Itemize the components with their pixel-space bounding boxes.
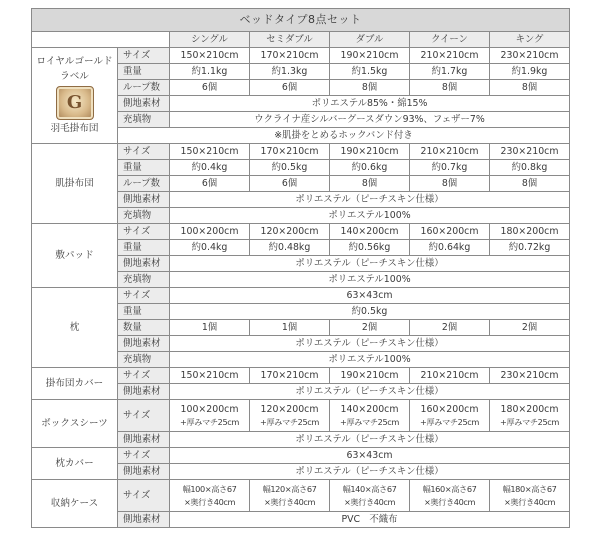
attr-label: 重量 <box>118 304 170 320</box>
value-cell: 約1.7kg <box>410 64 490 80</box>
value-cell: 2個 <box>410 320 490 336</box>
value-cell: 約1.1kg <box>170 64 250 80</box>
value-cell: 約0.8kg <box>490 160 570 176</box>
attr-label: サイズ <box>118 48 170 64</box>
attr-label: 重量 <box>118 240 170 256</box>
attr-label: 側地素材 <box>118 256 170 272</box>
size-header-double: ダブル <box>330 32 410 48</box>
royal-category-cell <box>32 48 118 144</box>
attr-label: 重量 <box>118 160 170 176</box>
value-cell: 約0.5kg <box>250 160 330 176</box>
value-cell: 190×210cm <box>330 368 410 384</box>
value-cell: 約1.5kg <box>330 64 410 80</box>
value-cell: 150×210cm <box>170 144 250 160</box>
attr-label: サイズ <box>118 224 170 240</box>
value-cell: 180×200cm +厚みマチ25cm <box>490 400 570 432</box>
value-cell: 8個 <box>490 80 570 96</box>
attr-label: 側地素材 <box>118 432 170 448</box>
value-cell: 6個 <box>250 176 330 192</box>
value-cell: 180×200cm <box>490 224 570 240</box>
pcover-category-cell: 枕カバー <box>32 448 118 480</box>
value-cell: 230×210cm <box>490 144 570 160</box>
value-cell: 160×200cm <box>410 224 490 240</box>
value-cell: 約1.9kg <box>490 64 570 80</box>
attr-label: 充填物 <box>118 272 170 288</box>
size-header-row <box>32 32 570 48</box>
hadagake-category-cell: 肌掛布団 <box>32 144 118 224</box>
value-cell: ポリエステル100% <box>170 208 570 224</box>
hadagake-size-row <box>32 144 570 160</box>
value-cell: 210×210cm <box>410 48 490 64</box>
attr-label: 重量 <box>118 64 170 80</box>
pillow-category-cell: 枕 <box>32 288 118 368</box>
attr-label: サイズ <box>118 144 170 160</box>
attr-label: 側地素材 <box>118 96 170 112</box>
size-header-queen: クイーン <box>410 32 490 48</box>
value-cell: ポリエステル（ピーチスキン仕様） <box>170 464 570 480</box>
value-cell: ポリエステル（ピーチスキン仕様） <box>170 336 570 352</box>
value-cell: 約0.64kg <box>410 240 490 256</box>
value-cell: 140×200cm +厚みマチ25cm <box>330 400 410 432</box>
royal-name-line2: ラベル <box>60 71 89 82</box>
attr-label: 充填物 <box>118 352 170 368</box>
value-cell: ポリエステル（ピーチスキン仕様） <box>170 432 570 448</box>
value-cell: 150×210cm <box>170 48 250 64</box>
value-cell: ウクライナ産シルバーグースダウン93%、フェザー7% <box>170 112 570 128</box>
storage-category-cell: 収納ケース <box>32 480 118 528</box>
value-cell: 100×200cm <box>170 224 250 240</box>
value-cell: 約0.5kg <box>170 304 570 320</box>
value-cell: 6個 <box>170 176 250 192</box>
value-cell: 幅120×高さ67 ×奥行き40cm <box>250 480 330 512</box>
value-cell: ポリエステル100% <box>170 272 570 288</box>
value-cell: PVC 不織布 <box>170 512 570 528</box>
value-cell: 170×210cm <box>250 368 330 384</box>
value-cell: 1個 <box>250 320 330 336</box>
attr-label: サイズ <box>118 448 170 464</box>
attr-label: 数量 <box>118 320 170 336</box>
value-cell: 約0.4kg <box>170 160 250 176</box>
value-cell: 2個 <box>490 320 570 336</box>
value-cell: 63×43cm <box>170 448 570 464</box>
value-cell: 230×210cm <box>490 48 570 64</box>
royal-size-row <box>32 48 570 64</box>
value-cell: 190×210cm <box>330 48 410 64</box>
value-cell: 幅100×高さ67 ×奥行き40cm <box>170 480 250 512</box>
value-cell: 約0.72kg <box>490 240 570 256</box>
value-cell: 63×43cm <box>170 288 570 304</box>
attr-label: サイズ <box>118 288 170 304</box>
value-cell: 約0.6kg <box>330 160 410 176</box>
value-cell: 150×210cm <box>170 368 250 384</box>
value-cell: 幅180×高さ67 ×奥行き40cm <box>490 480 570 512</box>
cover-size-row <box>32 368 570 384</box>
size-header-king: キング <box>490 32 570 48</box>
value-cell: 8個 <box>330 80 410 96</box>
table-title: ベッドタイプ8点セット <box>32 9 570 32</box>
royal-name-line1: ロイヤルゴールド <box>36 56 113 67</box>
value-cell: 140×200cm <box>330 224 410 240</box>
value-cell: 幅160×高さ67 ×奥行き40cm <box>410 480 490 512</box>
value-cell: ポリエステル85%・綿15% <box>170 96 570 112</box>
value-cell: ポリエステル100% <box>170 352 570 368</box>
pillow-size-row <box>32 288 570 304</box>
storage-size-row <box>32 480 570 512</box>
spec-table-container <box>31 8 569 528</box>
value-cell: 170×210cm <box>250 48 330 64</box>
pad-category-cell: 敷パッド <box>32 224 118 288</box>
royal-name-line3: 羽毛掛布団 <box>50 123 99 134</box>
spec-table <box>31 8 570 528</box>
value-cell: 6個 <box>170 80 250 96</box>
value-cell: 190×210cm <box>330 144 410 160</box>
value-cell: 100×200cm +厚みマチ25cm <box>170 400 250 432</box>
value-cell: 8個 <box>410 80 490 96</box>
value-cell: 約0.56kg <box>330 240 410 256</box>
value-cell: 約1.3kg <box>250 64 330 80</box>
value-cell: 120×200cm +厚みマチ25cm <box>250 400 330 432</box>
attr-label: 側地素材 <box>118 384 170 400</box>
attr-label: サイズ <box>118 368 170 384</box>
attr-label: 側地素材 <box>118 512 170 528</box>
note-cell: ※肌掛をとめるホックバンド付き <box>118 128 570 144</box>
value-cell: 8個 <box>490 176 570 192</box>
pad-size-row <box>32 224 570 240</box>
value-cell: 6個 <box>250 80 330 96</box>
value-cell: 幅140×高さ67 ×奥行き40cm <box>330 480 410 512</box>
value-cell: 約0.4kg <box>170 240 250 256</box>
value-cell: 120×200cm <box>250 224 330 240</box>
attr-label: 側地素材 <box>118 464 170 480</box>
attr-label: ループ数 <box>118 80 170 96</box>
attr-label: ループ数 <box>118 176 170 192</box>
box-size-row <box>32 400 570 432</box>
attr-label: サイズ <box>118 480 170 512</box>
value-cell: 約0.7kg <box>410 160 490 176</box>
value-cell: ポリエステル（ピーチスキン仕様） <box>170 384 570 400</box>
value-cell: 170×210cm <box>250 144 330 160</box>
value-cell: 210×210cm <box>410 144 490 160</box>
attr-label: 充填物 <box>118 208 170 224</box>
cover-category-cell: 掛布団カバー <box>32 368 118 400</box>
royal-gold-emblem-icon: G <box>56 86 94 120</box>
attr-label: 側地素材 <box>118 192 170 208</box>
attr-label: 側地素材 <box>118 336 170 352</box>
value-cell: ポリエステル（ピーチスキン仕様） <box>170 192 570 208</box>
value-cell: 約0.48kg <box>250 240 330 256</box>
pcover-size-row <box>32 448 570 464</box>
value-cell: 210×210cm <box>410 368 490 384</box>
title-row <box>32 9 570 32</box>
header-corner <box>32 32 170 48</box>
value-cell: 2個 <box>330 320 410 336</box>
value-cell: 8個 <box>330 176 410 192</box>
value-cell: 8個 <box>410 176 490 192</box>
value-cell: 1個 <box>170 320 250 336</box>
value-cell: ポリエステル（ピーチスキン仕様） <box>170 256 570 272</box>
size-header-single: シングル <box>170 32 250 48</box>
value-cell: 160×200cm +厚みマチ25cm <box>410 400 490 432</box>
size-header-semidouble: セミダブル <box>250 32 330 48</box>
value-cell: 230×210cm <box>490 368 570 384</box>
attr-label: サイズ <box>118 400 170 432</box>
box-category-cell: ボックスシーツ <box>32 400 118 448</box>
attr-label: 充填物 <box>118 112 170 128</box>
